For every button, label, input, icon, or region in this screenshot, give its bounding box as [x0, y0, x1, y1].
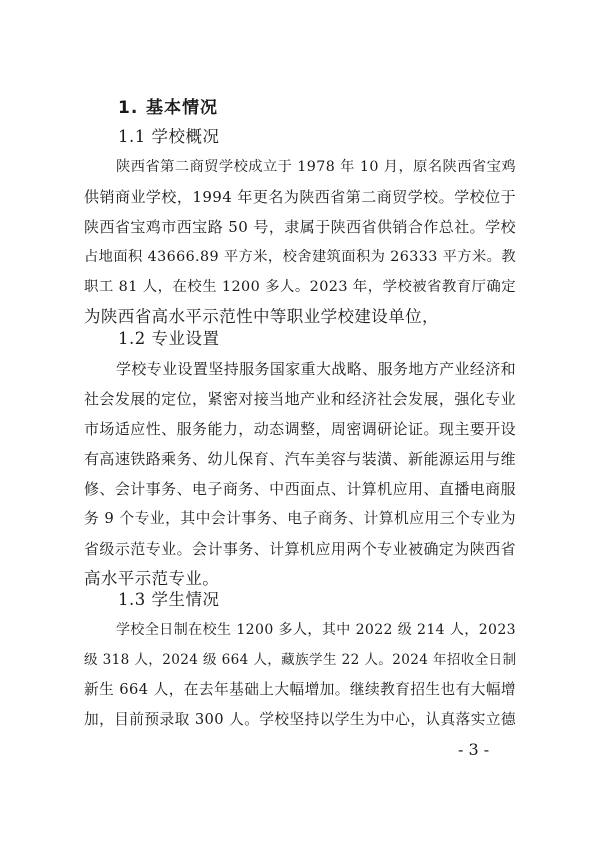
paragraph-line: 新生 664 人，在去年基础上大幅增加。继续教育招生也有大幅增 — [84, 681, 516, 698]
section-number: 1. — [118, 98, 139, 118]
section-title: 基本情况 — [146, 98, 218, 118]
paragraph-line: 级 318 人，2024 级 664 人，藏族学生 22 人。2024 年招收全日制 — [84, 652, 517, 668]
subheading-students: 1.3 学生情况 — [118, 590, 220, 609]
paragraph-line: 务 9 个专业，其中会计事务、电子商务、计算机应用三个专业为 — [84, 510, 516, 527]
paragraph-line: 职工 81 人，在校生 1200 多人。2023 年，学校被省教育厅确定 — [84, 279, 516, 295]
paragraph-line: 占地面积 43666.89 平方米，校舍建筑面积为 26333 平方米。教 — [84, 249, 516, 265]
paragraph-students — [84, 615, 516, 735]
paragraph-majors — [84, 354, 516, 594]
paragraph-line: 供销商业学校，1994 年更名为陕西省第二商贸学校。学校位于 — [84, 188, 516, 206]
paragraph-line: 陕西省第二商贸学校成立于 1978 年 10 月，原名陕西省宝鸡 — [116, 159, 516, 175]
paragraph-line: 有高速铁路乘务、幼儿保育、汽车美容与装潢、新能源运用与维 — [84, 450, 516, 468]
paragraph-line: 学校全日制在校生 1200 多人，其中 2022 级 214 人，2023 — [116, 622, 516, 638]
section-heading — [118, 93, 218, 118]
paragraph-line: 加，目前预录取 300 人。学校坚持以学生为中心，认真落实立德 — [84, 711, 516, 728]
paragraph-line: 高水平示范专业。 — [84, 569, 220, 588]
paragraph-line: 学校专业设置坚持服务国家重大战略、服务地方产业经济和 — [116, 360, 516, 378]
paragraph-line: 社会发展的定位，紧密对接当地产业和经济社会发展，强化专业 — [84, 390, 516, 408]
subheading-majors: 1.2 专业设置 — [118, 329, 220, 348]
page-number: - 3 - — [458, 740, 490, 759]
paragraph-school-overview — [84, 152, 516, 332]
paragraph-line: 修、会计事务、电子商务、中西面点、计算机应用、直播电商服 — [84, 480, 516, 498]
paragraph-line: 省级示范专业。会计事务、计算机应用两个专业被确定为陕西省 — [84, 540, 516, 558]
paragraph-line: 陕西省宝鸡市西宝路 50 号，隶属于陕西省供销合作总社。学校 — [84, 218, 516, 236]
paragraph-line: 市场适应性、服务能力，动态调整，周密调研论证。现主要开设 — [84, 420, 516, 438]
subheading-school-overview: 1.1 学校概况 — [118, 127, 220, 146]
paragraph-line: 为陕西省高水平示范性中等职业学校建设单位， — [84, 307, 439, 326]
